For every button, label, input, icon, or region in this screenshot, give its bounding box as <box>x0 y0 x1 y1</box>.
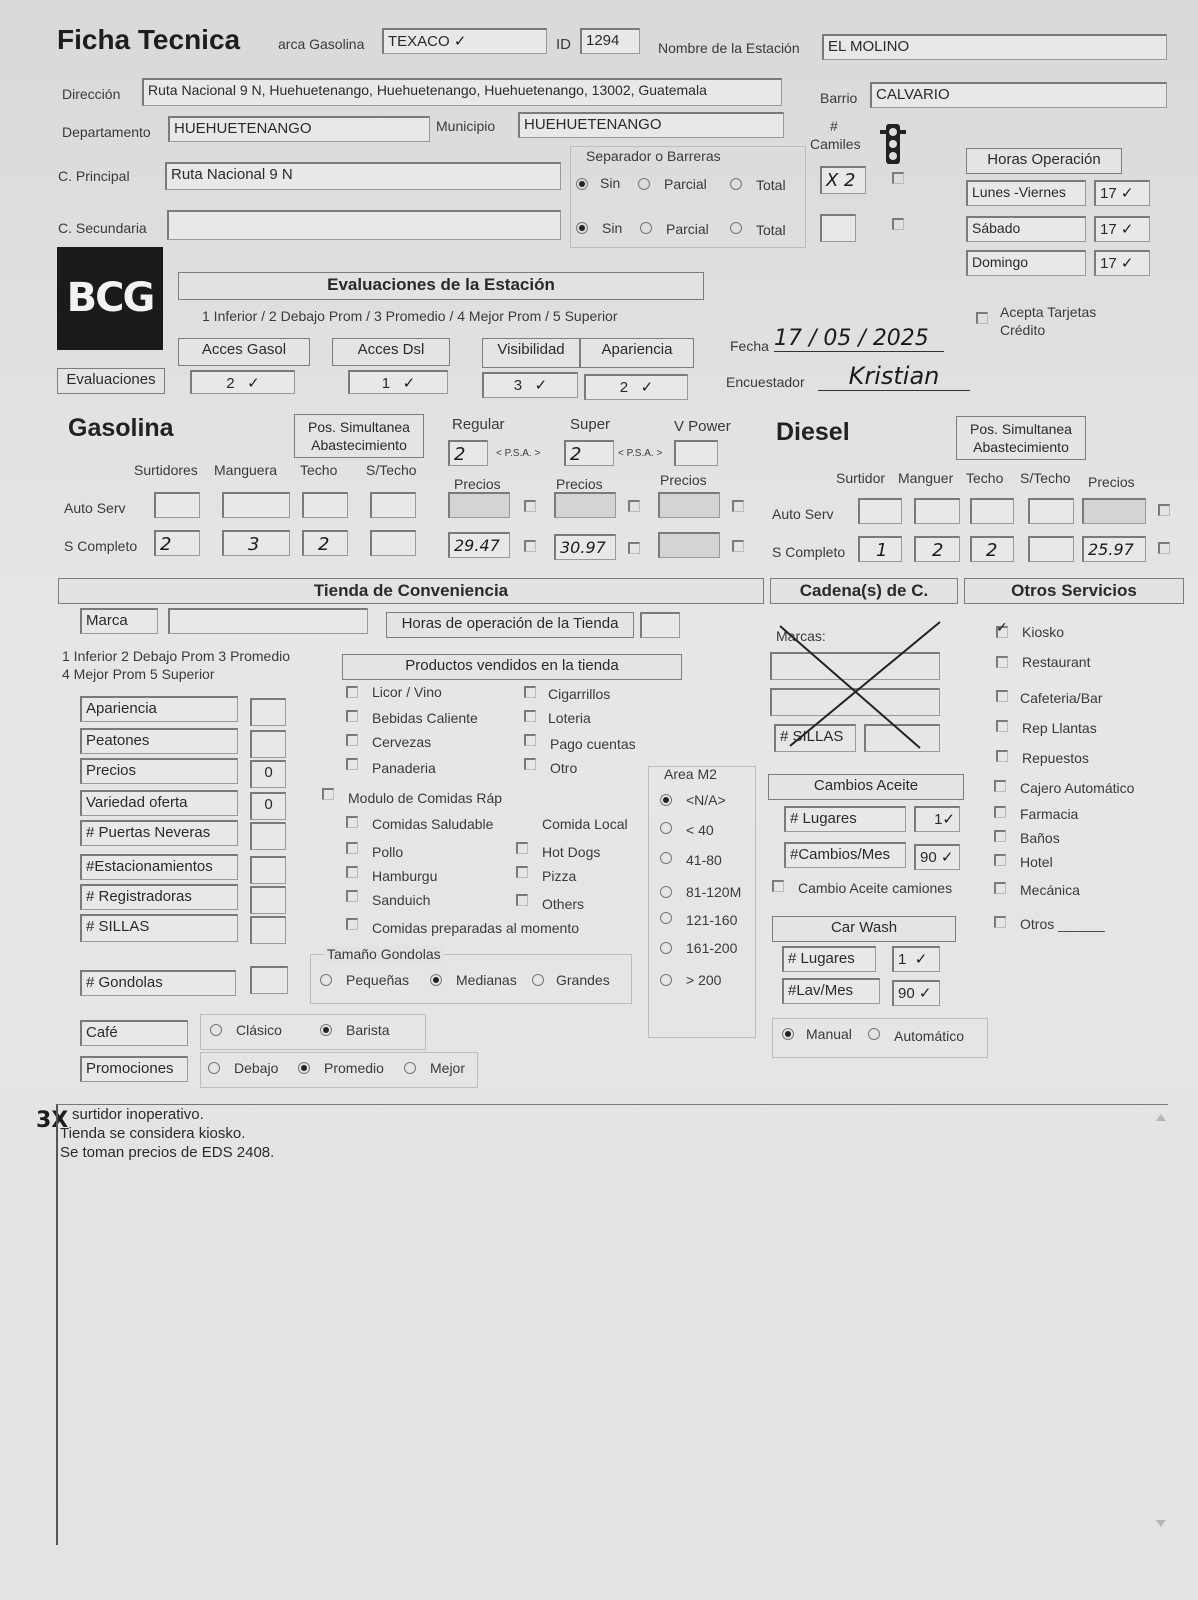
visibilidad-label: Visibilidad <box>482 338 580 368</box>
modulo-label: Modulo de Comidas Ráp <box>348 790 503 806</box>
diesel-auto-manguer[interactable] <box>914 498 960 524</box>
llantas-check[interactable] <box>996 720 1008 732</box>
tarjetas-label-2: Crédito <box>1000 322 1046 338</box>
diesel-auto-label: Auto Serv <box>772 506 834 522</box>
diesel-auto-techo[interactable] <box>970 498 1014 524</box>
precio-regular[interactable]: 29.47 <box>448 532 510 558</box>
hotdogs-check[interactable] <box>516 842 528 854</box>
preparadas-check[interactable] <box>346 918 358 930</box>
kiosko-checkmark-icon: ✓ <box>996 620 1008 636</box>
area-opt-5: 161-200 <box>686 940 738 956</box>
hotel-check[interactable] <box>994 854 1006 866</box>
auto-check-3[interactable] <box>732 500 744 512</box>
camiles-field-1[interactable]: X 2 <box>820 166 866 194</box>
estacion-field[interactable]: EL MOLINO <box>822 34 1167 60</box>
sin-radio-1[interactable] <box>576 178 588 190</box>
area-opt-0: <N/A> <box>686 792 726 808</box>
cervezas-label: Cervezas <box>372 734 432 750</box>
sabado-field[interactable]: 17 ✓ <box>1094 216 1150 242</box>
otros-item-7: Baños <box>1020 830 1060 846</box>
sanduich-check[interactable] <box>346 890 358 902</box>
camiones-check[interactable] <box>772 880 784 892</box>
area-opt-6: > 200 <box>686 972 722 988</box>
psa-label-1: < P.S.A. > <box>496 448 541 459</box>
pizza-label: Pizza <box>542 868 577 884</box>
acces-dsl-label: Acces Dsl <box>332 338 450 366</box>
tienda-horas-field[interactable] <box>640 612 680 638</box>
mecanica-check[interactable] <box>994 882 1006 894</box>
cambios-aceite-header: Cambios Aceite <box>768 774 964 800</box>
auto-manguera[interactable] <box>222 492 290 518</box>
gasolina-title: Gasolina <box>68 414 174 442</box>
otro-check[interactable] <box>524 758 536 770</box>
auto-techo[interactable] <box>302 492 348 518</box>
otros-item-2: Cafeteria/Bar <box>1020 690 1103 706</box>
tienda-marca-label: Marca <box>80 608 158 634</box>
rating-label-5: #Estacionamientos <box>80 854 238 880</box>
area-radio-6[interactable] <box>660 974 672 986</box>
lunes-label: Lunes -Viernes <box>966 180 1086 206</box>
gondolas-field[interactable] <box>250 966 288 994</box>
psa-label-2: < P.S.A. > <box>618 448 663 459</box>
panaderia-label: Panaderia <box>372 760 436 776</box>
traffic-light-icon <box>880 124 906 164</box>
lunes-field[interactable]: 17 ✓ <box>1094 180 1150 206</box>
domingo-field[interactable]: 17 ✓ <box>1094 250 1150 276</box>
diesel-col-precios: Precios <box>1088 474 1135 490</box>
horas-operacion-header: Horas Operación <box>966 148 1122 174</box>
camiles-check-2[interactable] <box>892 218 904 230</box>
tienda-marca-field[interactable] <box>168 608 368 634</box>
separador-label: Separador o Barreras <box>586 148 721 164</box>
precio-super[interactable]: 30.97 <box>554 534 616 560</box>
hamburgu-label: Hamburgu <box>372 868 438 884</box>
medianas-label: Medianas <box>456 972 517 988</box>
notes-mark: 3X <box>36 1108 69 1133</box>
diesel-manguer[interactable]: 2 <box>914 536 960 562</box>
ca-lugares-label: # Lugares <box>784 806 906 832</box>
clasico-radio[interactable] <box>210 1024 222 1036</box>
tienda-scale-2: 4 Mejor Prom 5 Superior <box>62 666 215 682</box>
bcg-logo: BCG <box>57 247 163 350</box>
auto-stecho[interactable] <box>370 492 416 518</box>
completo-label: S Completo <box>64 538 138 554</box>
area-opt-2: 41-80 <box>686 852 722 868</box>
ca-cambios-label: #Cambios/Mes <box>784 842 906 868</box>
scroll-up-icon[interactable] <box>1156 1114 1166 1121</box>
auto-serv-label: Auto Serv <box>64 500 126 516</box>
camiles-field-2[interactable] <box>820 214 856 242</box>
total-label-1: Total <box>756 177 786 193</box>
rating-label-4: # Puertas Neveras <box>80 820 238 846</box>
diesel-stecho[interactable] <box>1028 536 1074 562</box>
cafe-group <box>200 1014 426 1050</box>
repuestos-check[interactable] <box>996 750 1008 762</box>
rating-field-3[interactable]: 0 <box>250 792 286 820</box>
cafe-label: Café <box>80 1020 188 1046</box>
otros-item-5: Cajero Automático <box>1020 780 1135 796</box>
diesel-col-surtidor: Surtidor <box>836 470 886 486</box>
otros-item-0: Kiosko <box>1022 624 1065 640</box>
farmacia-check[interactable] <box>994 806 1006 818</box>
promedio-radio[interactable] <box>298 1062 310 1074</box>
area-opt-3: 81-120M <box>686 884 742 900</box>
precios-label-1: Precios <box>454 476 501 492</box>
area-radio-4[interactable] <box>660 912 672 924</box>
hamburgu-check[interactable] <box>346 866 358 878</box>
auto-precio-1[interactable] <box>448 492 510 518</box>
area-radio-5[interactable] <box>660 942 672 954</box>
cafeteria-check[interactable] <box>996 690 1008 702</box>
completo-precio-3[interactable] <box>658 532 720 558</box>
barista-label: Barista <box>346 1022 390 1038</box>
clasico-label: Clásico <box>236 1022 282 1038</box>
completo-techo[interactable]: 2 <box>302 530 348 556</box>
otros-check[interactable] <box>994 916 1006 928</box>
barista-radio[interactable] <box>320 1024 332 1036</box>
auto-check-2[interactable] <box>628 500 640 512</box>
tienda-header: Tienda de Conveniencia <box>58 578 764 604</box>
ca-lugares-field[interactable]: 1✓ <box>914 806 960 832</box>
licor-label: Licor / Vino <box>372 684 442 700</box>
auto-check-1[interactable] <box>524 500 536 512</box>
apariencia-field[interactable]: 2 ✓ <box>584 374 688 400</box>
otros-item-8: Hotel <box>1020 854 1053 870</box>
camiones-label: Cambio Aceite camiones <box>798 880 953 896</box>
diesel-completo-label: S Completo <box>772 544 846 560</box>
carwash-header: Car Wash <box>772 916 956 942</box>
completo-check-2[interactable] <box>628 542 640 554</box>
cajero-check[interactable] <box>994 780 1006 792</box>
tarjetas-label: Acepta Tarjetas <box>1000 304 1097 320</box>
barrio-field[interactable]: CALVARIO <box>870 82 1167 108</box>
lav-label: #Lav/Mes <box>782 978 880 1004</box>
sanduich-label: Sanduich <box>372 892 431 908</box>
area-label: Area M2 <box>664 766 717 782</box>
comida-local-label: Comida Local <box>542 816 628 832</box>
diesel-col-stecho: S/Techo <box>1020 470 1071 486</box>
acces-gasol-field[interactable]: 2 ✓ <box>190 370 295 394</box>
notes-line-2: Se toman precios de EDS 2408. <box>60 1144 275 1161</box>
rating-field-6[interactable] <box>250 886 286 914</box>
pago-check[interactable] <box>524 734 536 746</box>
sillas-label: # SILLAS <box>774 724 856 752</box>
sin-radio-2[interactable] <box>576 222 588 234</box>
rating-label-2: Precios <box>80 758 238 784</box>
bebidas-check[interactable] <box>346 710 358 722</box>
area-radio-3[interactable] <box>660 886 672 898</box>
auto-surtidores[interactable] <box>154 492 200 518</box>
marca-label: arca Gasolina <box>278 36 365 52</box>
fecha-field[interactable]: 17 / 05 / 2025 <box>774 326 944 352</box>
pequenas-label: Pequeñas <box>346 972 410 988</box>
gasolina-pos-sim: Pos. Simultanea Abastecimiento <box>294 414 424 458</box>
departamento-field[interactable]: HUEHUETENANGO <box>168 116 430 142</box>
licor-check[interactable] <box>346 686 358 698</box>
otros-item-6: Farmacia <box>1020 806 1079 822</box>
cadena-header: Cadena(s) de C. <box>770 578 958 604</box>
otros-item-4: Repuestos <box>1022 750 1089 766</box>
mejor-label: Mejor <box>430 1060 466 1076</box>
direccion-field[interactable]: Ruta Nacional 9 N, Huehuetenango, Huehuetenango, Huehuetenango, 13002, Guatemala <box>142 78 782 106</box>
automatico-radio[interactable] <box>868 1028 880 1040</box>
encuestador-field[interactable]: Kristian <box>818 362 970 391</box>
precios-label-3: Precios <box>660 472 707 488</box>
otros-item-9: Mecánica <box>1020 882 1080 898</box>
estacion-label: Nombre de la Estación <box>658 40 800 56</box>
diesel-auto-check[interactable] <box>1158 504 1170 516</box>
gondolas-label: # Gondolas <box>80 970 236 996</box>
diesel-auto-surtidor[interactable] <box>858 498 902 524</box>
diesel-title: Diesel <box>776 418 850 446</box>
otro-label: Otro <box>550 760 578 776</box>
rating-label-0: Apariencia <box>80 696 238 722</box>
manual-radio[interactable] <box>782 1028 794 1040</box>
super-field[interactable]: 2 <box>564 440 614 466</box>
regular-field[interactable]: 2 <box>448 440 488 466</box>
area-opt-1: < 40 <box>686 822 714 838</box>
secundaria-label: C. Secundaria <box>58 220 147 236</box>
pollo-label: Pollo <box>372 844 404 860</box>
diesel-precio[interactable]: 25.97 <box>1082 536 1146 562</box>
col-techo: Techo <box>300 462 338 478</box>
camiles-check-1[interactable] <box>892 172 904 184</box>
auto-precio-3[interactable] <box>658 492 720 518</box>
saludable-label: Comidas Saludable <box>372 816 494 832</box>
otros-item-1: Restaurant <box>1022 654 1091 670</box>
pequenas-radio[interactable] <box>320 974 332 986</box>
total-label-2: Total <box>756 222 786 238</box>
rating-field-4[interactable] <box>250 822 286 850</box>
ca-cambios-field[interactable]: 90 ✓ <box>914 844 960 870</box>
parcial-label-1: Parcial <box>664 176 707 192</box>
others-label: Others <box>542 896 585 912</box>
vpower-label: V Power <box>674 418 731 435</box>
mejor-radio[interactable] <box>404 1062 416 1074</box>
rating-field-7[interactable] <box>250 916 286 944</box>
area-radio-2[interactable] <box>660 852 672 864</box>
tarjetas-check[interactable] <box>976 312 988 324</box>
secundaria-field[interactable] <box>167 210 561 240</box>
cigarrillos-label: Cigarrillos <box>548 686 611 702</box>
completo-surtidores[interactable]: 2 <box>154 530 200 556</box>
debajo-radio[interactable] <box>208 1062 220 1074</box>
lav-field[interactable]: 90 ✓ <box>892 980 940 1006</box>
col-surtidores: Surtidores <box>134 462 198 478</box>
loteria-label: Loteria <box>548 710 591 726</box>
grandes-label: Grandes <box>556 972 610 988</box>
sin-label-2: Sin <box>602 220 623 236</box>
principal-label: C. Principal <box>58 168 130 184</box>
col-stecho: S/Techo <box>366 462 417 478</box>
sin-label-1: Sin <box>600 175 621 191</box>
camiles-hash: # <box>830 118 838 134</box>
col-manguera: Manguera <box>214 462 278 478</box>
rating-field-0[interactable] <box>250 698 286 726</box>
grandes-radio[interactable] <box>532 974 544 986</box>
visibilidad-field[interactable]: 3 ✓ <box>482 372 578 398</box>
camiles-label: Camiles <box>810 136 861 152</box>
notes-line-1: Tienda se considera kiosko. <box>60 1125 246 1142</box>
pago-label: Pago cuentas <box>550 736 636 752</box>
auto-precio-2[interactable] <box>554 492 616 518</box>
parcial-radio-1[interactable] <box>638 178 650 190</box>
cw-lugares-label: # Lugares <box>782 946 876 972</box>
completo-manguera[interactable]: 3 <box>222 530 290 556</box>
cervezas-check[interactable] <box>346 734 358 746</box>
diesel-surtidor[interactable]: 1 <box>858 536 902 562</box>
direccion-label: Dirección <box>62 86 121 102</box>
productos-header: Productos vendidos en la tienda <box>342 654 682 680</box>
hotdogs-label: Hot Dogs <box>542 844 601 860</box>
departamento-label: Departamento <box>62 124 151 140</box>
rating-label-3: Variedad oferta <box>80 790 238 816</box>
vpower-field[interactable] <box>674 440 718 466</box>
rating-field-5[interactable] <box>250 856 286 884</box>
apariencia-label: Apariencia <box>580 338 694 368</box>
notes-line-0: surtidor inoperativo. <box>72 1106 204 1123</box>
rating-field-2[interactable]: 0 <box>250 760 286 788</box>
pizza-check[interactable] <box>516 866 528 878</box>
evaluaciones-row-label: Evaluaciones <box>57 368 165 394</box>
page-title: Ficha Tecnica <box>57 24 241 55</box>
id-field[interactable]: 1294 <box>580 28 640 54</box>
diesel-pos-sim: Pos. Simultanea Abastecimiento <box>956 416 1086 460</box>
total-radio-2[interactable] <box>730 222 742 234</box>
otros-item-3: Rep Llantas <box>1022 720 1097 736</box>
area-radio-1[interactable] <box>660 822 672 834</box>
evaluaciones-scale: 1 Inferior / 2 Debajo Prom / 3 Promedio / 4 Mejor Prom / 5 Superior <box>202 308 618 324</box>
tienda-scale-1: 1 Inferior 2 Debajo Prom 3 Promedio <box>62 648 290 664</box>
barrio-label: Barrio <box>820 90 858 106</box>
diesel-col-manguer: Manguer <box>898 470 954 486</box>
acces-gasol-label: Acces Gasol <box>178 338 310 366</box>
diesel-auto-precio[interactable] <box>1082 498 1146 524</box>
completo-check-3[interactable] <box>732 540 744 552</box>
saludable-check[interactable] <box>346 816 358 828</box>
parcial-label-2: Parcial <box>666 221 709 237</box>
bebidas-label: Bebidas Caliente <box>372 710 478 726</box>
tienda-horas-label: Horas de operación de la Tienda <box>386 612 634 638</box>
cigarrillos-check[interactable] <box>524 686 536 698</box>
rating-label-6: # Registradoras <box>80 884 238 910</box>
marca-field[interactable]: TEXACO ✓ <box>382 28 547 54</box>
loteria-check[interactable] <box>524 710 536 722</box>
completo-check-1[interactable] <box>524 540 536 552</box>
municipio-label: Municipio <box>436 118 496 134</box>
municipio-field[interactable]: HUEHUETENANGO <box>518 112 784 138</box>
rating-label-7: # SILLAS <box>80 914 238 942</box>
rating-label-1: Peatones <box>80 728 238 754</box>
total-radio-1[interactable] <box>730 178 742 190</box>
diesel-techo[interactable]: 2 <box>970 536 1014 562</box>
encuestador-label: Encuestador <box>726 374 805 390</box>
medianas-radio[interactable] <box>430 974 442 986</box>
scroll-down-icon[interactable] <box>1156 1520 1166 1527</box>
pollo-check[interactable] <box>346 842 358 854</box>
diesel-completo-check[interactable] <box>1158 542 1170 554</box>
notes-area[interactable] <box>56 1104 1168 1545</box>
sabado-label: Sábado <box>966 216 1086 242</box>
rating-field-1[interactable] <box>250 730 286 758</box>
acces-dsl-field[interactable]: 1 ✓ <box>348 370 448 394</box>
super-label: Super <box>570 416 611 433</box>
domingo-label: Domingo <box>966 250 1086 276</box>
cross-out-mark <box>770 618 950 766</box>
principal-field[interactable]: Ruta Nacional 9 N <box>165 162 561 190</box>
modulo-check[interactable] <box>322 788 334 800</box>
parcial-radio-2[interactable] <box>640 222 652 234</box>
panaderia-check[interactable] <box>346 758 358 770</box>
others-check[interactable] <box>516 894 528 906</box>
diesel-col-techo: Techo <box>966 470 1004 486</box>
preparadas-label: Comidas preparadas al momento <box>372 920 579 936</box>
promociones-label: Promociones <box>80 1056 188 1082</box>
manual-label: Manual <box>806 1026 852 1042</box>
regular-label: Regular <box>452 416 505 433</box>
evaluaciones-header: Evaluaciones de la Estación <box>178 272 704 300</box>
area-opt-4: 121-160 <box>686 912 738 928</box>
area-radio-0[interactable] <box>660 794 672 806</box>
otros-header: Otros Servicios <box>964 578 1184 604</box>
banos-check[interactable] <box>994 830 1006 842</box>
promedio-label: Promedio <box>324 1060 384 1076</box>
debajo-label: Debajo <box>234 1060 279 1076</box>
otros-item-10: Otros ______ <box>1020 916 1105 932</box>
restaurant-check[interactable] <box>996 656 1008 668</box>
precios-label-2: Precios <box>556 476 603 492</box>
tamano-label: Tamaño Gondolas <box>324 946 444 962</box>
marcas-label: Marcas: <box>776 628 826 644</box>
diesel-auto-stecho[interactable] <box>1028 498 1074 524</box>
automatico-label: Automático <box>894 1028 965 1044</box>
id-label: ID <box>556 36 571 53</box>
completo-stecho[interactable] <box>370 530 416 556</box>
cw-lugares-field[interactable]: 1 ✓ <box>892 946 940 972</box>
fecha-label: Fecha <box>730 338 769 354</box>
